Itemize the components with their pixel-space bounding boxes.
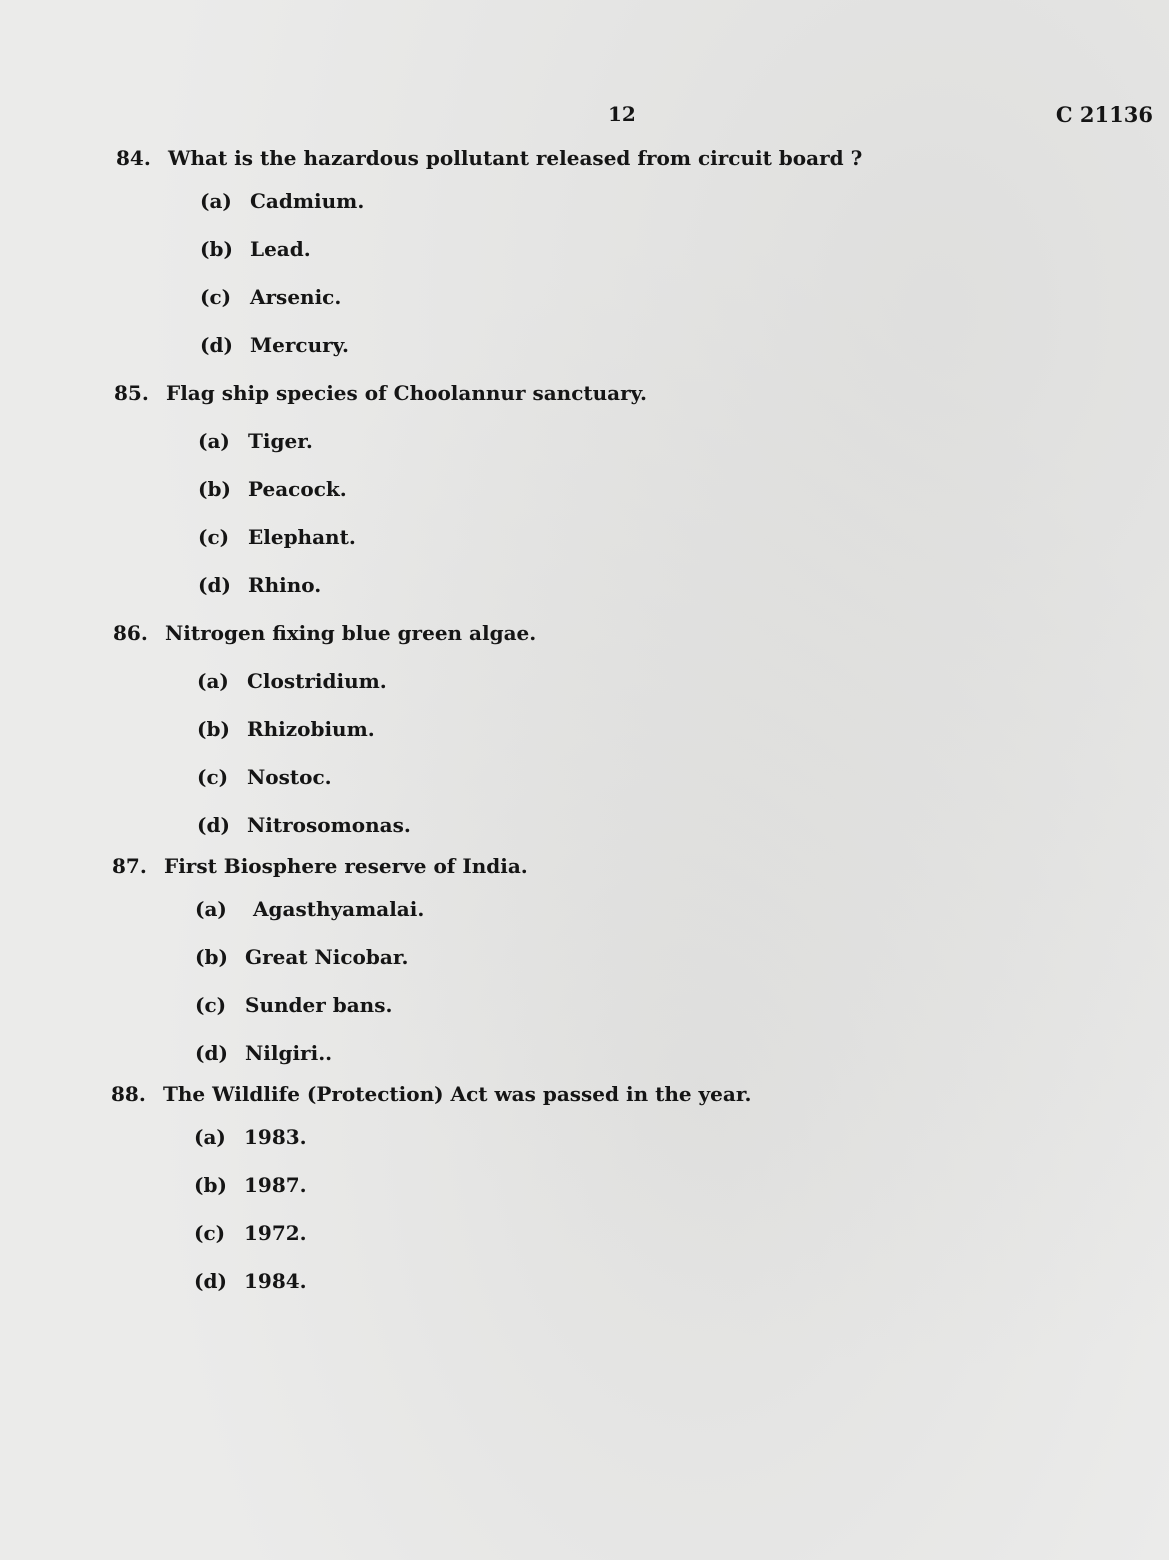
question-number: 87. <box>112 854 147 878</box>
page-number: 12 <box>608 102 636 126</box>
option-text: Clostridium. <box>247 669 387 693</box>
option-letter: (d) <box>198 573 231 597</box>
option-text: 1984. <box>244 1269 307 1293</box>
option-text: Peacock. <box>248 477 347 501</box>
option-text: 1972. <box>244 1221 307 1245</box>
question-text: What is the hazardous pollutant released from circuit board ? <box>168 146 863 170</box>
question-number: 86. <box>113 621 148 645</box>
option-88-c <box>194 1221 307 1245</box>
option-letter: (c) <box>200 285 232 309</box>
option-88-a <box>194 1125 307 1149</box>
option-text: Elephant. <box>248 525 356 549</box>
question-number: 88. <box>111 1082 146 1106</box>
option-85-b <box>198 477 347 501</box>
option-letter: (d) <box>197 813 230 837</box>
option-88-b <box>194 1173 307 1197</box>
option-text: Cadmium. <box>250 189 365 213</box>
option-letter: (c) <box>197 765 229 789</box>
option-text: 1987. <box>244 1173 307 1197</box>
option-84-d <box>200 333 349 357</box>
option-85-a <box>198 429 313 453</box>
question-85 <box>114 381 647 405</box>
option-text: Sunder bans. <box>245 993 393 1017</box>
question-number: 85. <box>114 381 149 405</box>
option-text: Lead. <box>250 237 311 261</box>
option-letter: (a) <box>194 1125 226 1149</box>
question-text: The Wildlife (Protection) Act was passed in the year. <box>163 1082 752 1106</box>
option-87-b <box>195 945 409 969</box>
paper-code: C 21136 <box>1055 102 1153 127</box>
option-text: Nilgiri.. <box>245 1041 333 1065</box>
option-86-b <box>197 717 375 741</box>
question-number: 84. <box>116 146 151 170</box>
option-letter: (c) <box>194 1221 226 1245</box>
option-letter: (b) <box>200 237 233 261</box>
option-text: Rhizobium. <box>247 717 375 741</box>
option-text: Nostoc. <box>247 765 332 789</box>
option-letter: (a) <box>200 189 232 213</box>
question-text: First Biosphere reserve of India. <box>164 854 528 878</box>
option-86-d <box>197 813 411 837</box>
option-87-a <box>195 897 424 921</box>
option-text: Great Nicobar. <box>245 945 409 969</box>
option-84-a <box>200 189 364 213</box>
option-letter: (d) <box>200 333 233 357</box>
question-86 <box>113 621 536 645</box>
option-letter: (d) <box>194 1269 227 1293</box>
option-letter: (c) <box>195 993 227 1017</box>
option-text: Tiger. <box>248 429 313 453</box>
question-88 <box>111 1082 752 1106</box>
option-letter: (b) <box>194 1173 227 1197</box>
option-text: 1983. <box>244 1125 307 1149</box>
option-text: Nitrosomonas. <box>247 813 411 837</box>
option-letter: (a) <box>197 669 229 693</box>
option-text: Agasthyamalai. <box>253 897 425 921</box>
option-86-c <box>197 765 332 789</box>
option-87-d <box>195 1041 332 1065</box>
option-text: Mercury. <box>250 333 349 357</box>
option-88-d <box>194 1269 307 1293</box>
option-84-c <box>200 285 341 309</box>
question-84 <box>116 146 862 170</box>
option-letter: (a) <box>195 897 227 921</box>
option-86-a <box>197 669 387 693</box>
option-text: Arsenic. <box>250 285 342 309</box>
option-text: Rhino. <box>248 573 322 597</box>
option-84-b <box>200 237 311 261</box>
option-letter: (c) <box>198 525 230 549</box>
question-text: Flag ship species of Choolannur sanctuary. <box>166 381 647 405</box>
option-letter: (d) <box>195 1041 228 1065</box>
option-letter: (b) <box>195 945 228 969</box>
option-87-c <box>195 993 392 1017</box>
question-87 <box>112 854 528 878</box>
option-85-d <box>198 573 321 597</box>
option-letter: (b) <box>197 717 230 741</box>
option-letter: (a) <box>198 429 230 453</box>
option-letter: (b) <box>198 477 231 501</box>
option-85-c <box>198 525 356 549</box>
question-text: Nitrogen fixing blue green algae. <box>165 621 537 645</box>
